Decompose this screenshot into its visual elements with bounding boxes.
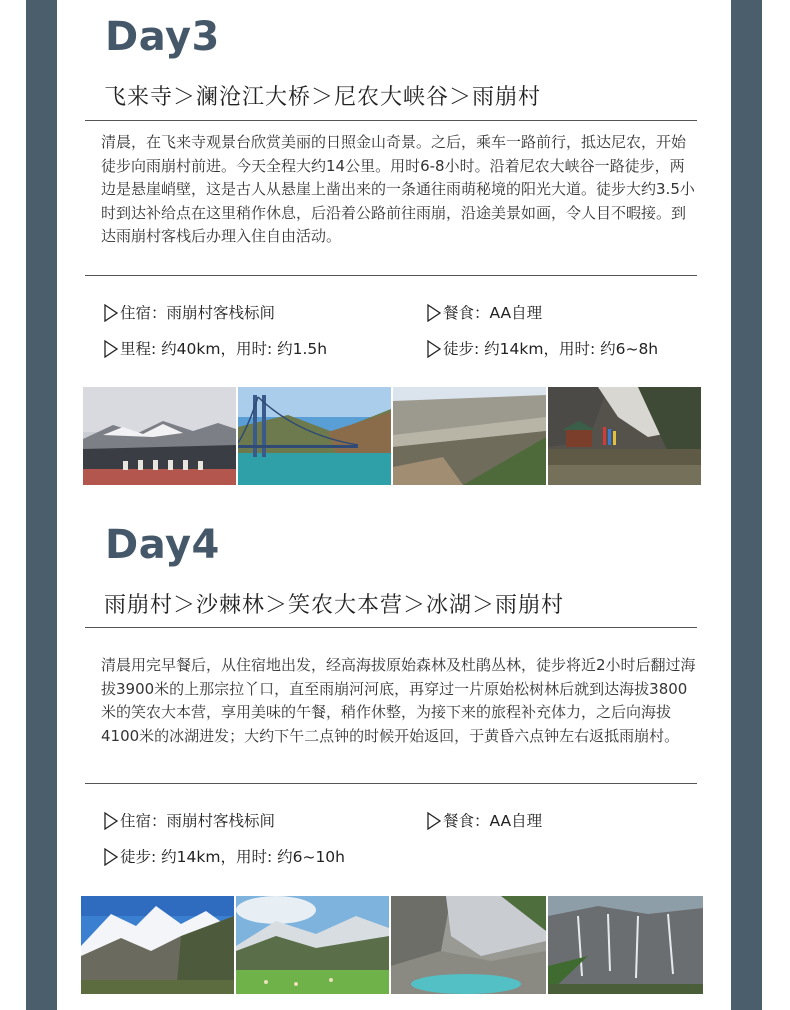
day3-meals: 餐食：AA自理 [427, 301, 542, 323]
day3-mileage: 里程: 约40km，用时: 约1.5h [104, 337, 327, 359]
left-frame-bar [26, 0, 57, 1010]
photo-ninong-canyon [393, 387, 546, 485]
photo-green-valley [236, 896, 389, 994]
day4-meals: 餐食：AA自理 [427, 809, 542, 831]
triangle-bullet-icon [427, 304, 441, 320]
triangle-bullet-icon [104, 340, 118, 356]
day4-route: 雨崩村＞沙棘林＞笑农大本营＞冰湖＞雨崩村 [104, 593, 565, 618]
triangle-bullet-icon [427, 812, 441, 828]
day3-hiking: 徒步: 约14km，用时: 约6~8h [427, 337, 658, 359]
triangle-bullet-icon [104, 812, 118, 828]
divider [85, 627, 697, 628]
day3-lodging: 住宿：雨崩村客栈标间 [104, 301, 275, 323]
right-frame-bar [731, 0, 762, 1010]
photo-snow-mountain-stupas [83, 387, 236, 485]
divider [85, 120, 697, 121]
photo-village-prayer-flags [548, 387, 701, 485]
divider [85, 783, 697, 784]
day3-route: 飞来寺＞澜沧江大桥＞尼农大峡谷＞雨崩村 [104, 85, 542, 110]
day4-title: Day4 [105, 522, 220, 568]
triangle-bullet-icon [104, 848, 118, 864]
day4-lodging: 住宿：雨崩村客栈标间 [104, 809, 275, 831]
photo-glacier-lake [391, 896, 546, 994]
day3-description: 清晨，在飞来寺观景台欣赏美丽的日照金山奇景。之后，乘车一路前行，抵达尼农，开始徒步向雨崩村前进。今天全程大约14公里。用时6-8小时。沿着尼农大峡谷一路徒步，两边是悬崖峭壁，这是古人从悬崖上凿出来的一条通往雨萌秘境的阳光大道。徒步大约3.5小时到达补给点在这里稍作休息，后沿着公路前往雨崩，沿途美景如画，令人目不暇接。到达雨崩村客栈后办理入住自由活动。 [101, 133, 695, 245]
triangle-bullet-icon [427, 340, 441, 356]
photo-lancang-bridge [238, 387, 391, 485]
photo-snow-peak-village [81, 896, 234, 994]
itinerary-card [57, 0, 731, 1010]
day4-description: 清晨用完早餐后，从住宿地出发，经高海拔原始森林及杜鹃丛林，徒步将近2小时后翻过海拔3900米的上那宗拉丫口，直至雨崩河河底，再穿过一片原始松树林后就到达海拔3800米的笑农大本营，享用美味的午餐，稍作休整，为接下来的旅程补充体力，之后向海拔4100米的冰湖进发；大约下午二点钟的时候开始返回，于黄昏六点钟左右返抵雨崩村。 [101, 656, 696, 745]
divider [85, 275, 697, 276]
triangle-bullet-icon [104, 304, 118, 320]
day3-title: Day3 [105, 14, 220, 60]
photo-waterfall-cliffs [548, 896, 703, 994]
day4-hiking: 徒步: 约14km，用时: 约6~10h [104, 845, 345, 867]
